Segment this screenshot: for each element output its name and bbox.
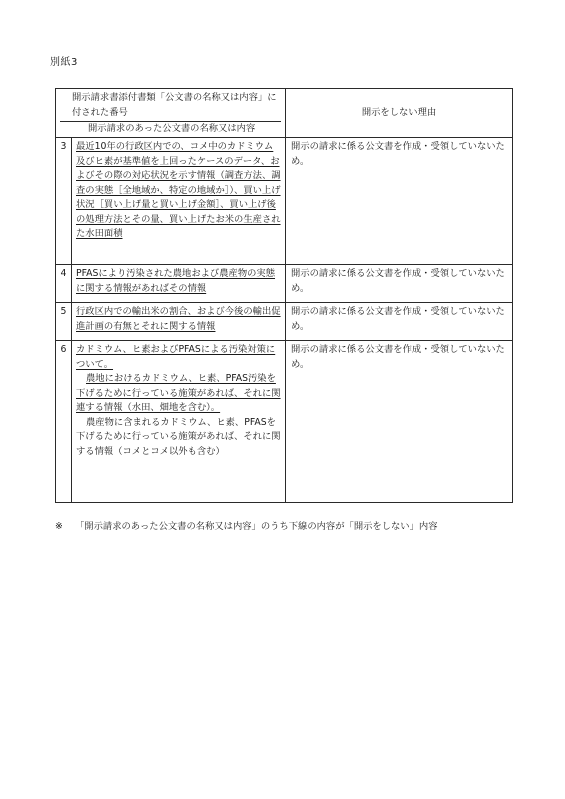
row-content-text: PFASにより汚染された農地および農産物の実態に関する情報があればその情報: [76, 268, 276, 294]
row-number: 6: [56, 341, 72, 503]
content-label: 開示請求のあった公文書の名称又は内容: [60, 121, 281, 137]
row-number: 3: [56, 138, 72, 265]
footnote: [55, 518, 438, 532]
row-reason: 開示の請求に係る公文書を作成・受領していないため。: [286, 341, 513, 503]
table-row: [56, 138, 513, 265]
row-content: [72, 138, 286, 265]
table-row: [56, 303, 513, 341]
row-content: [72, 265, 286, 303]
doc-number-label: 開示請求書添付書類「公文書の名称又は内容」に付された番号: [72, 92, 277, 118]
row-content-intro: [76, 343, 282, 372]
page-label: 別紙3: [50, 57, 78, 68]
row-content-text: 最近10年の行政区内での、コメ中のカドミウム及びヒ素が基準値を上回ったケースのデータ、およびその際の対応状況を示す情報（調査方法、調査の実態［全地域か、特定の地域か］）、買い上げ状況［買い上げ量と買い上げ金額］、買い上げ後の処理方法とその量、買い上げたお米の生産された水田面積: [76, 141, 281, 239]
footnote-mark: ※: [55, 521, 63, 532]
row-content-intro-text: カドミウム、ヒ素およびPFASによる汚染対策について。: [76, 344, 276, 370]
row-content-paragraph: 農産物に含まれるカドミウム、ヒ素、PFASを下げるために行っている施策があれば、それに関する情報（コメとコメ以外も含む）: [76, 416, 281, 457]
row-content-text: 行政区内での輸出米の割合、および今後の輸出促進計画の有無とそれに関する情報: [76, 306, 281, 332]
footnote-text: 「開示請求のあった公文書の名称又は内容」のうち下線の内容が「開示をしない」内容: [75, 521, 438, 532]
reason-header-cell: [286, 89, 513, 138]
header-left-cell: [56, 89, 286, 138]
row-content-paragraph: [76, 372, 282, 416]
table-header-row: [56, 89, 513, 138]
disclosure-table: [55, 88, 513, 503]
row-content: [72, 341, 286, 503]
row-content-paragraph-text: 農地におけるカドミウム、ヒ素、PFAS汚染を下げるために行っている施策があれば、それに関連する情報（水田、畑地を含む）。: [76, 373, 281, 413]
reason-label: 開示をしない理由: [361, 106, 437, 118]
row-number: 5: [56, 303, 72, 341]
row-content: [72, 303, 286, 341]
row-reason: 開示の請求に係る公文書を作成・受領していないため。: [286, 303, 513, 341]
table-row: [56, 265, 513, 303]
row-number: 4: [56, 265, 72, 303]
row-reason: 開示の請求に係る公文書を作成・受領していないため。: [286, 138, 513, 265]
row-reason: 開示の請求に係る公文書を作成・受領していないため。: [286, 265, 513, 303]
table-row: [56, 341, 513, 503]
